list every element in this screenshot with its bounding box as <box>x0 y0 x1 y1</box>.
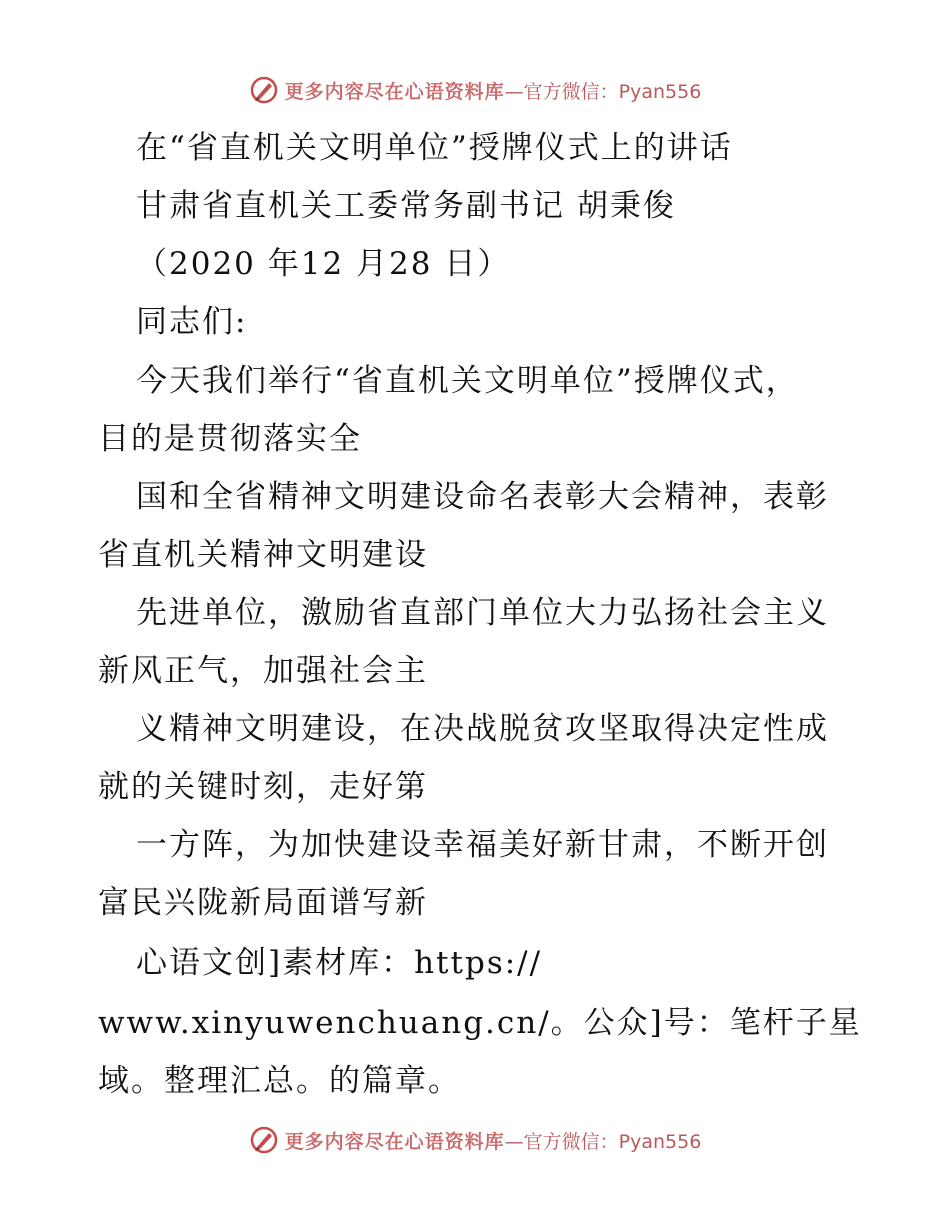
paragraph-line: 一方阵，为加快建设幸福美好新甘肃，不断开创 <box>136 827 829 863</box>
paragraph-line: 就的关键时刻，走好第 <box>98 769 428 805</box>
pen-logo-icon <box>249 1125 279 1155</box>
paragraph-line: www.xinyuwenchuang.cn/。公众]号：笔杆子星 <box>98 1005 862 1041</box>
paragraph-line: 义精神文明建设，在决战脱贫攻坚取得决定性成 <box>136 711 829 747</box>
watermark-sub-text: —官方微信：Pyan556 <box>504 80 702 103</box>
speech-title: 在“省直机关文明单位”授牌仪式上的讲话 <box>136 130 733 166</box>
watermark-sub-text: —官方微信：Pyan556 <box>504 1130 702 1153</box>
paragraph-line: 国和全省精神文明建设命名表彰大会精神，表彰 <box>136 479 829 515</box>
date-line: （2020 年12 月28 日） <box>136 246 511 282</box>
salutation: 同志们: <box>136 304 248 340</box>
pen-logo-icon <box>249 75 279 105</box>
paragraph-line: 心语文创]素材库：https:// <box>136 945 543 981</box>
watermark-header <box>0 70 950 110</box>
watermark-main-text: 更多内容尽在心语资料库 <box>284 80 505 103</box>
paragraph-line: 先进单位，激励省直部门单位大力弘扬社会主义 <box>136 595 829 631</box>
watermark-main-text: 更多内容尽在心语资料库 <box>284 1130 505 1153</box>
paragraph-line: 今天我们举行“省直机关文明单位”授牌仪式， <box>136 363 799 399</box>
watermark-footer <box>0 1120 950 1160</box>
paragraph-line: 域。整理汇总。的篇章。 <box>98 1063 461 1099</box>
paragraph-line: 省直机关精神文明建设 <box>98 537 428 573</box>
paragraph-line: 目的是贯彻落实全 <box>98 421 362 457</box>
paragraph-line: 富民兴陇新局面谱写新 <box>98 885 428 921</box>
speaker-line: 甘肃省直机关工委常务副书记 胡秉俊 <box>136 188 676 224</box>
paragraph-line: 新风正气，加强社会主 <box>98 653 428 689</box>
